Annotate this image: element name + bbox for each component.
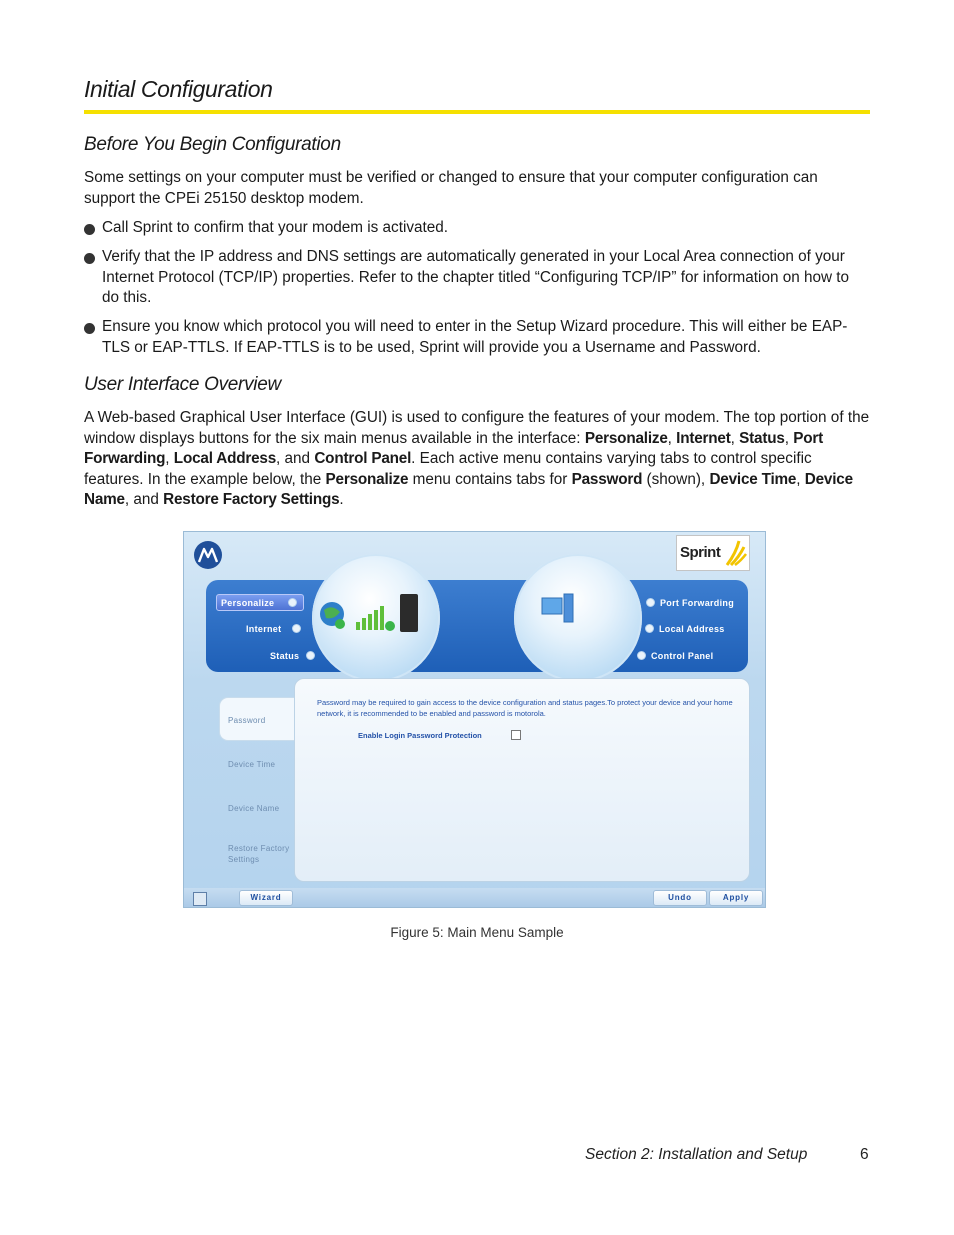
tab-name-device-time: Device Time	[709, 470, 797, 488]
personalize-orb	[312, 554, 440, 682]
modem-globe-icon	[318, 590, 434, 640]
section-title-overview: User Interface Overview	[84, 374, 281, 395]
intro-paragraph: Some settings on your computer must be verified or changed to ensure that your computer configuration can support the CPEi 25150 desktop modem.	[84, 169, 818, 207]
bullet-item	[84, 247, 870, 309]
text-run: (shown),	[642, 470, 710, 488]
settings-icon[interactable]	[193, 892, 207, 906]
menu-name-internet: Internet	[676, 429, 731, 447]
heading-rule	[84, 110, 870, 114]
section-title-before: Before You Begin Configuration	[84, 134, 341, 155]
menu-name-port-forwarding: Port Forwarding	[84, 429, 823, 467]
text-run: , and	[124, 491, 164, 508]
bullet-dot	[84, 253, 95, 264]
text-run: . Each active menu contains varying tabs to control specific features. In the example below, the	[84, 450, 812, 488]
bottom-toolbar	[184, 888, 766, 908]
nav-status[interactable]: Status	[270, 651, 300, 661]
text-run: A Web-based Graphical User Interface (GUI) is used to configure the features of your modem. The top portion of the window displays buttons for the six main menus available in the interface:	[84, 409, 870, 447]
text-run: menu contains tabs for	[408, 470, 572, 488]
undo-button[interactable]: Undo	[653, 890, 707, 906]
nav-radio-status[interactable]	[306, 651, 315, 660]
text-run: .	[339, 491, 344, 508]
text-run: ,	[165, 450, 174, 467]
nav-control-panel[interactable]: Control Panel	[651, 651, 714, 661]
main-menu-screenshot	[183, 531, 766, 908]
figure-caption: Figure 5: Main Menu Sample	[390, 925, 564, 940]
menu-name-status: Status	[739, 429, 785, 447]
nav-radio-local-address[interactable]	[645, 624, 654, 633]
network-orb	[514, 554, 642, 682]
tab-restore-settings[interactable]: Settings	[228, 855, 260, 864]
password-description: Password may be required to gain access to the device configuration and status pages.To protect your device and your home network, it is recommended to be enabled and password is motorola.	[317, 698, 733, 718]
sprint-wordmark: Sprint	[680, 544, 721, 561]
sprint-logo	[676, 535, 750, 571]
nav-radio-port-forwarding[interactable]	[646, 598, 655, 607]
page-heading: Initial Configuration	[84, 76, 273, 102]
tab-name-device-name: Device Name	[84, 470, 853, 508]
nav-radio-control-panel[interactable]	[637, 651, 646, 660]
tab-device-name[interactable]: Device Name	[228, 804, 280, 813]
tab-device-time[interactable]: Device Time	[228, 760, 276, 769]
bullet-item	[84, 218, 870, 239]
text-run: ,	[796, 470, 805, 488]
tab-name-password: Password	[571, 470, 643, 488]
enable-password-checkbox[interactable]	[511, 730, 521, 740]
nav-port-forwarding[interactable]: Port Forwarding	[660, 598, 734, 608]
wizard-button[interactable]: Wizard	[239, 890, 293, 906]
nav-local-address[interactable]: Local Address	[659, 624, 725, 634]
motorola-logo-icon	[194, 541, 222, 569]
enable-password-label: Enable Login Password Protection	[358, 731, 482, 740]
menu-name-personalize: Personalize	[325, 470, 409, 488]
nav-radio-internet[interactable]	[292, 624, 301, 633]
bullet-dot	[84, 224, 95, 235]
computer-icon	[540, 592, 576, 626]
apply-button[interactable]: Apply	[709, 890, 763, 906]
text-run: ,	[784, 429, 794, 447]
footer-section: Section 2: Installation and Setup	[585, 1146, 808, 1163]
sprint-wings-icon	[725, 539, 747, 567]
bullet-text: Verify that the IP address and DNS settings are automatically generated in your Local Area connection of your Internet Protocol (TCP/IP) properties. Refer to the chapter titled “Configuring TCP/IP” for information on how to do this.	[102, 248, 850, 306]
page-number: 6	[860, 1146, 869, 1163]
text-run: ,	[730, 429, 740, 447]
password-content-panel	[294, 678, 750, 882]
menu-name-personalize: Personalize	[584, 429, 668, 447]
bullet-text: Call Sprint to confirm that your modem is activated.	[102, 219, 449, 236]
menu-name-control-panel: Control Panel	[314, 450, 412, 467]
bullet-item	[84, 317, 870, 358]
tab-name-restore: Restore Factory Settings	[163, 491, 340, 508]
tab-password[interactable]: Password	[228, 716, 266, 725]
tab-restore-factory[interactable]: Restore Factory	[228, 844, 290, 853]
nav-radio-personalize[interactable]	[288, 598, 297, 607]
bullet-dot	[84, 323, 95, 334]
text-run: , and	[276, 450, 315, 467]
text-run: ,	[667, 429, 677, 447]
menu-name-local-address: Local Address	[173, 450, 277, 467]
nav-personalize[interactable]: Personalize	[221, 598, 275, 608]
nav-internet[interactable]: Internet	[246, 624, 282, 634]
overview-paragraph	[84, 408, 870, 511]
bullet-text: Ensure you know which protocol you will need to enter in the Setup Wizard procedure. This will either be EAP-TLS or EAP-TTLS. If EAP-TTLS is to be used, Sprint will provide you a Username and Password.	[102, 318, 848, 356]
